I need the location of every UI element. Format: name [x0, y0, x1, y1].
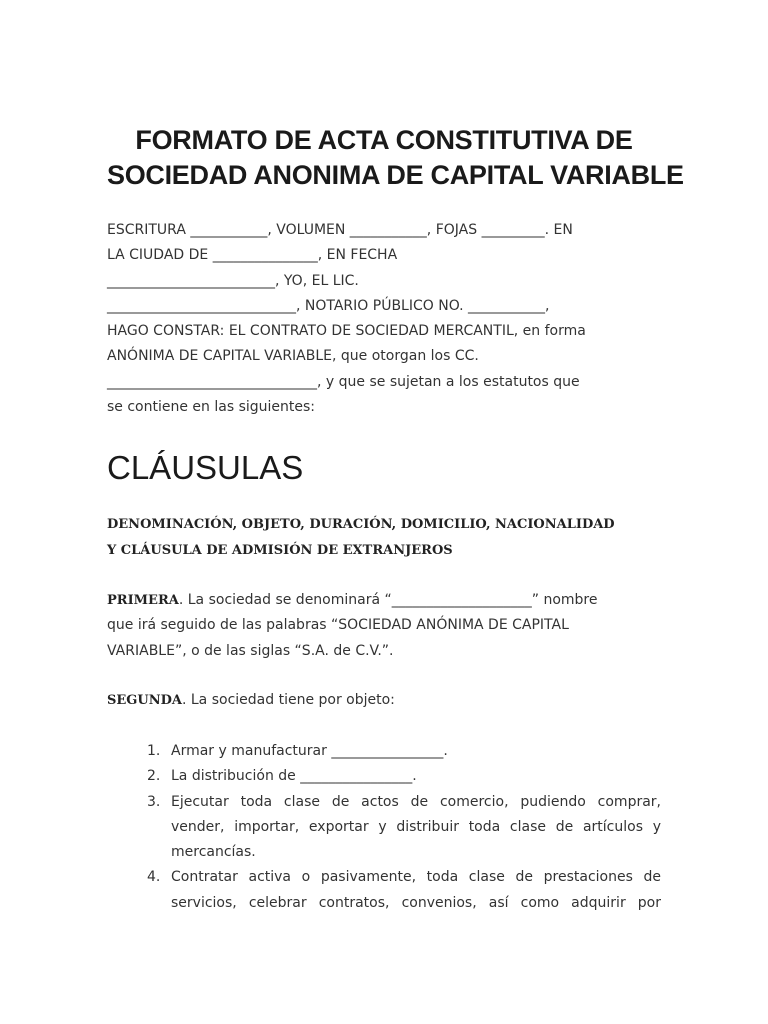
primera-line: VARIABLE”, o de las siglas “S.A. de C.V.”.	[107, 642, 394, 659]
primera-line: que irá seguido de las palabras “SOCIEDAD ANÓNIMA DE CAPITAL	[107, 617, 569, 634]
section-heading-line: DENOMINACIÓN, OBJETO, DURACIÓN, DOMICILIO, NACIONALIDAD	[107, 517, 615, 532]
list-item-number: 4.	[147, 869, 161, 886]
list-item	[107, 764, 661, 789]
list-item	[107, 739, 661, 764]
list-item-number: 2.	[147, 768, 161, 785]
list-item-number: 3.	[147, 793, 161, 810]
list-item-text	[171, 790, 661, 866]
intro-line: HAGO CONSTAR: EL CONTRATO DE SOCIEDAD MERCANTIL, en forma	[107, 323, 586, 340]
intro-line: ______________________________, y que se sujetan a los estatutos que	[107, 373, 580, 390]
title-line: FORMATO DE ACTA CONSTITUTIVA DE	[135, 125, 633, 155]
list-item-text	[171, 764, 661, 789]
list-item-line: Contratar activa o pasivamente, toda clase de prestaciones de	[171, 869, 661, 886]
section-heading-line: Y CLÁUSULA DE ADMISIÓN DE EXTRANJEROS	[107, 542, 453, 558]
clause-segunda	[107, 688, 667, 713]
intro-line: ________________________, YO, EL LIC.	[107, 272, 359, 289]
intro-line: ANÓNIMA DE CAPITAL VARIABLE, que otorgan los CC.	[107, 348, 479, 365]
intro-line: se contiene en las siguientes:	[107, 399, 316, 416]
intro-line: ___________________________, NOTARIO PÚBLICO NO. ___________,	[107, 297, 550, 314]
list-item	[107, 790, 661, 866]
objects-list	[107, 739, 661, 916]
title-line: SOCIEDAD ANONIMA DE CAPITAL VARIABLE	[107, 160, 684, 190]
section-heading	[107, 512, 667, 563]
list-item-line: La distribución de ________________.	[171, 768, 417, 785]
list-item-line: vender, importar, exportar y distribuir toda clase de artículos y	[171, 818, 661, 835]
intro-line: ESCRITURA ___________, VOLUMEN ___________, FOJAS _________. EN	[107, 222, 573, 238]
list-item-line: mercancías.	[171, 844, 256, 861]
intro-paragraph	[107, 218, 667, 420]
segunda-text: . La sociedad tiene por objeto:	[181, 692, 395, 708]
list-item-line: Ejecutar toda clase de actos de comercio, pudiendo comprar,	[171, 793, 661, 810]
list-item-text	[171, 739, 661, 764]
clausulas-heading: CLÁUSULAS	[107, 449, 304, 486]
clause-primera	[107, 588, 667, 664]
primera-text: . La sociedad se denominará “____________________” nombre	[178, 592, 598, 608]
primera-line	[107, 588, 667, 613]
document-title	[107, 123, 684, 193]
intro-line: LA CIUDAD DE _______________, EN FECHA	[107, 247, 398, 264]
list-item-number: 1.	[147, 743, 161, 759]
list-item-line: servicios, celebrar contratos, convenios, así como adquirir por	[171, 894, 661, 911]
list-item-line: Armar y manufacturar ________________.	[171, 743, 448, 759]
segunda-lead: SEGUNDA	[107, 693, 182, 708]
list-item	[107, 865, 661, 916]
primera-lead: PRIMERA	[107, 593, 179, 608]
list-item-text	[171, 865, 661, 916]
